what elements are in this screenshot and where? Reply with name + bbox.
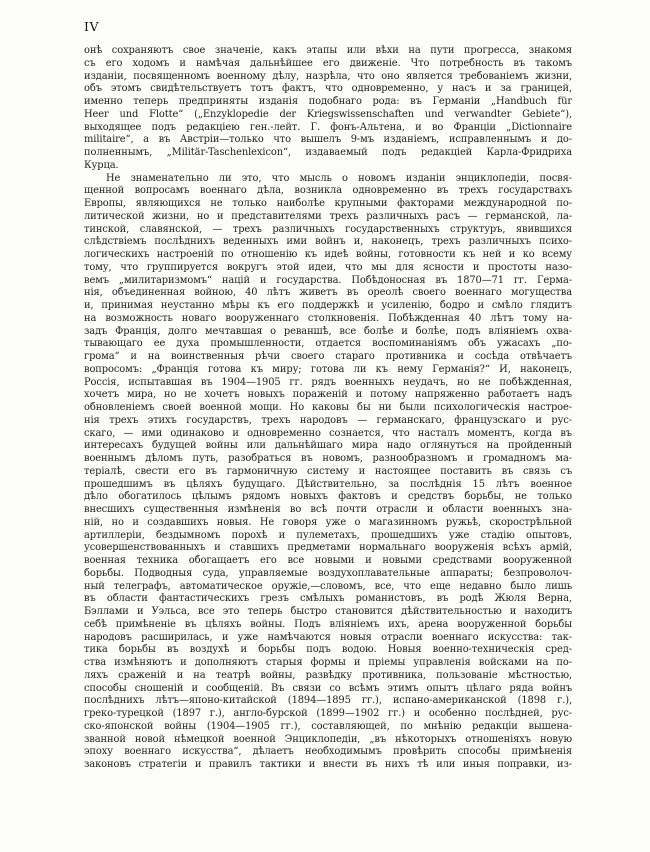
text-line: военная техника обогащаетъ его все новыми и новыми средствами вооруженной [84,555,572,566]
text-line: усовершенствованныхъ и ставшихъ предметами нормальнаго вооруженія всѣхъ армій, [84,542,572,554]
text-line: борьбы. Подводныя суда, управляемые воздухоплавательные аппараты; безпроволоч- [84,567,572,579]
text-line: грома“ и на воинственныя рѣчи своего стараго противника и сосѣда отвѣчаетъ [84,351,572,362]
text-line: ства измѣняютъ и дополняютъ старыя формы и пріемы управленія войсками на по- [84,657,572,668]
text-line: въ области фантастическихъ грезъ смѣлыхъ романистовъ, въ родѣ Жюля Верна, [84,593,572,605]
text-line: вемъ „милитаризмомъ“ націй и государства. Побѣдоносная въ 1870—71 гг. Герма- [84,274,572,286]
text-line: тывающаго ее духа промышленности, отдается воспоминаніямъ объ ужасахъ „по- [84,338,572,350]
text-line: прошедшимъ въ цѣляхъ будущаго. Дѣйствительно, за послѣднія 15 лѣтъ военное [84,478,572,490]
text-line: слѣдствіемъ послѣднихъ веденныхъ ими войнъ и, наконецъ, трехъ различныхъ психо- [84,236,572,248]
text-line: скаго, — ими одинаково и одновременно сознается, что насталъ моментъ, когда въ [84,427,572,439]
text-line: ляхъ сраженій и на театрѣ войны, развѣдку противника, пользованіе мѣстностью, [84,669,572,681]
text-line: себѣ примѣненіе въ цѣляхъ войны. Подъ вліяніемъ ихъ, арена вооруженной борьбы [84,618,572,630]
text-line: послѣднихъ лѣтъ—японо-китайской (1894—1895 гг.), испано-американской (1898 г.), [84,695,572,707]
text-line: Европы, являющихся не только наиболѣе крупными факторами международной по- [84,198,572,209]
text-line: народовъ расширилась, и уже намѣчаются новыя отрасли военнаго искусства: так- [84,631,572,643]
text-line: греко-турецкой (1897 г.), англо-бурской (1899—1902 гг.) и особенно послѣдней, рус- [84,708,572,719]
page-number: IV [84,19,99,34]
text-line: эпоху военнаго искусства“, дѣлаетъ необходимымъ провѣрить способы примѣненія [84,746,572,758]
text-line: званной новой нѣмецкой военной Энциклопедіи, „въ нѣкоторыхъ отношеніяхъ новую [84,733,572,745]
text-line: militaire“, а въ Австріи—только что вышелъ 9-мъ изданіемъ, исправленнымъ и до- [84,134,572,146]
text-line: вопросомъ: „Франція готова къ миру; готова ли къ нему Германія?“ И, наконецъ, [84,363,572,375]
text-line: задъ Франція, долго мечтавшая о реваншѣ, все болѣе и болѣе, подъ вліяніемъ охва- [84,325,572,337]
text-line: внесшихъ существенныя измѣненія во всѣ почти отрасли и области военныхъ зна- [84,504,572,515]
text-line: тика борьбы въ воздухѣ и борьбы подъ водою. Новыя военно-техническія сред- [84,644,572,656]
text-line: способы сношеній и сообщеній. Въ связи со всѣмъ этимъ опытъ цѣлаго ряда войнъ [84,682,572,694]
text-line: теріалѣ, свести его въ гармоничную систему и настоящее поставить въ связь съ [84,465,572,477]
text-line: полненнымъ, „Militär-Taschenlexicon“, издаваемый подъ редакціей Карла-Фридриха [84,147,572,158]
text-line: ско-японской войны (1904—1905 гг.), составляющей, по мнѣнію редакціи вышена- [84,720,572,732]
text-line: хочетъ мира, но не хочетъ новыхъ пораженій и потому напряженно работаетъ надъ [84,389,572,401]
text-line: обновленіемъ своей военной мощи. Но каковы бы ни были психологическія настрое- [84,402,572,413]
text-line: военнымъ дѣломъ путь, разобраться въ новомъ, разнообразномъ и громадномъ ма- [84,453,572,464]
text-line: ній, но и создавшихъ новыя. Не говоря уже о магазинномъ ружьѣ, скорострѣльной [84,516,572,528]
text-line: ный телеграфъ, автоматическое оружіе,—словомъ, все, что еще недавно было лишь [84,580,572,592]
text-line: литической жизни, но и представителями трехъ различныхъ расъ — германской, ла- [84,210,572,222]
text-line: интересахъ будущей войны или дальнѣйшаго мира надо оглянуться на пройденный [84,440,572,452]
paragraph [84,45,572,173]
text-line: тинской, славянской, — трехъ различныхъ государственныхъ структуръ, явившихся [84,223,572,235]
text-line: нія трехъ этихъ государствъ, трехъ народовъ — германскаго, французскаго и рус- [84,414,572,426]
text-line: на возможность новаго вооруженнаго столкновенія. Побѣжденная 40 лѣтъ тому на- [84,312,572,324]
text-line: артиллеріи, бездымномъ порохѣ и пулеметахъ, прошедшихъ уже стадію опытовъ, [84,529,572,541]
text-line: Heer und Flotte“ („Enzyklopedie der Kriegswissenschaften und verwandter Gebiete“), [84,108,572,120]
text-line: нія, объединенная войною, 40 лѣтъ живетъ въ ореолѣ своего военнаго могущества [84,287,572,299]
text-line: Россія, испытавшая въ 1904—1905 гг. рядъ военныхъ неудачъ, но не побѣжденная, [84,376,572,388]
text-line: выходящее подъ редакціею ген.-лейт. Г. фонъ-Альтена, и во Франціи „Dictionnaire [84,121,572,133]
text-line: съ его ходомъ и намѣчая дальнѣйшее его движеніе. Что потребность въ такомъ [84,57,572,69]
text-line: и, принимая неустанно мѣры къ его поддержкѣ и усиленію, бодро и смѣло глядитъ [84,300,572,311]
text-line: Бэллами и Уэльса, все это теперь быстро становится дѣйствительностью и находитъ [84,606,572,617]
text-line: логическихъ настроеній по отношенію къ идеѣ войны, готовности къ ней и ко всему [84,249,572,260]
text-line: онѣ сохраняютъ свое значеніе, какъ этапы или вѣхи на пути прогресса, знакомя [84,45,572,56]
text-line: именно теперь предприняты изданія подобнаго рода: въ Германіи „Handbuch für [84,96,572,107]
paragraph [84,173,572,772]
text-line: законовъ стратегіи и правилъ тактики и внести въ нихъ тѣ или иныя поправки, из- [84,759,572,770]
text-line: Курца. [84,159,119,171]
text-line: изданіи, посвященномъ военному дѣлу, назрѣла, что оно является требованіемъ жизни, [84,70,572,82]
text-line: щенной вопросамъ военнаго дѣла, возникла одновременно въ трехъ государствахъ [84,185,572,197]
text-line: тому, что группируется вокругъ этой идеи, что мы для ясности и простоты назо- [84,261,572,273]
text-line: дѣло обогатилось цѣлымъ рядомъ новыхъ фактовъ и средствъ борьбы, не только [84,491,572,503]
body-text [84,45,572,772]
text-line: Не знаменательно ли это, что мысль о новомъ изданіи энциклопедіи, посвя- [106,172,572,184]
text-line: объ этомъ свидѣтельствуетъ тотъ фактъ, что одновременно, у насъ и за границей, [84,83,572,95]
